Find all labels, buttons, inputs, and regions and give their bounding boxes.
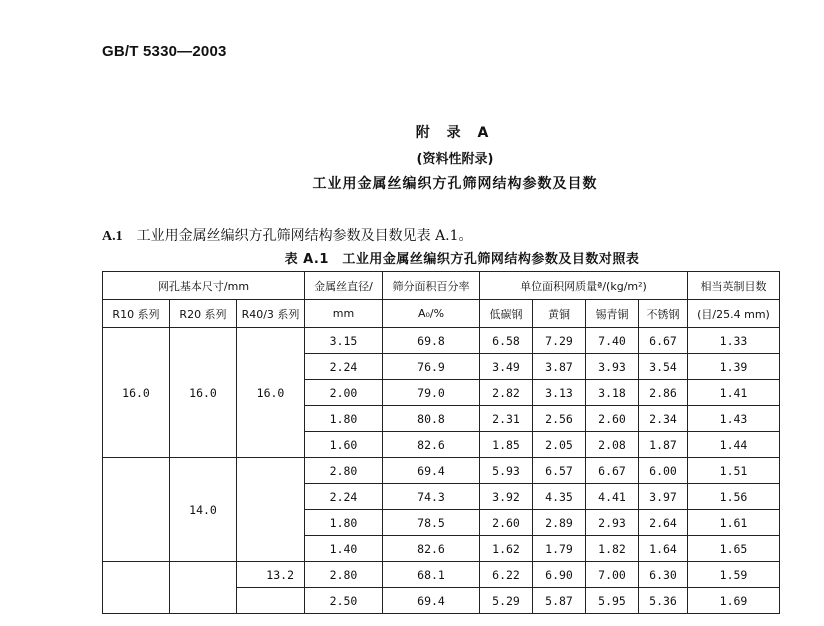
cell-mesh-count: 1.56 — [688, 484, 780, 510]
cell-stainless-steel: 5.36 — [639, 588, 688, 614]
cell-r10 — [103, 458, 170, 562]
cell-brass: 6.57 — [533, 458, 586, 484]
cell-brass: 3.87 — [533, 354, 586, 380]
paragraph-a1 — [102, 225, 473, 245]
cell-mesh-count: 1.51 — [688, 458, 780, 484]
cell-low-carbon-steel: 5.29 — [480, 588, 533, 614]
header-open-area: 筛分面积百分率 — [383, 272, 480, 300]
header-wire-diameter: 金属丝直径/ — [305, 272, 383, 300]
cell-wire-diameter: 1.80 — [305, 510, 383, 536]
appendix-title: 附 录 A — [415, 125, 495, 141]
cell-brass: 2.05 — [533, 432, 586, 458]
cell-mesh-count: 1.44 — [688, 432, 780, 458]
cell-open-area: 79.0 — [383, 380, 480, 406]
cell-low-carbon-steel: 2.82 — [480, 380, 533, 406]
cell-stainless-steel: 6.30 — [639, 562, 688, 588]
cell-brass: 4.35 — [533, 484, 586, 510]
cell-r40 — [237, 458, 305, 562]
header-mesh-count-unit: (目/25.4 mm) — [688, 300, 780, 328]
cell-mesh-count: 1.65 — [688, 536, 780, 562]
cell-open-area: 76.9 — [383, 354, 480, 380]
table-row — [103, 562, 780, 588]
cell-mesh-count: 1.33 — [688, 328, 780, 354]
cell-mesh-count: 1.41 — [688, 380, 780, 406]
cell-low-carbon-steel: 5.93 — [480, 458, 533, 484]
cell-wire-diameter: 1.40 — [305, 536, 383, 562]
header-r20: R20 系列 — [170, 300, 237, 328]
cell-wire-diameter: 2.50 — [305, 588, 383, 614]
cell-r20: 16.0 — [170, 328, 237, 458]
cell-low-carbon-steel: 3.49 — [480, 354, 533, 380]
cell-open-area: 68.1 — [383, 562, 480, 588]
cell-open-area: 78.5 — [383, 510, 480, 536]
cell-brass: 3.13 — [533, 380, 586, 406]
cell-mesh-count: 1.69 — [688, 588, 780, 614]
cell-wire-diameter: 2.00 — [305, 380, 383, 406]
cell-brass: 6.90 — [533, 562, 586, 588]
cell-r20: 14.0 — [170, 458, 237, 562]
cell-wire-diameter: 1.80 — [305, 406, 383, 432]
cell-open-area: 80.8 — [383, 406, 480, 432]
cell-tin-bronze: 1.82 — [586, 536, 639, 562]
cell-wire-diameter: 3.15 — [305, 328, 383, 354]
cell-stainless-steel: 2.64 — [639, 510, 688, 536]
cell-tin-bronze: 2.60 — [586, 406, 639, 432]
cell-r40 — [237, 588, 305, 614]
cell-stainless-steel: 6.00 — [639, 458, 688, 484]
appendix-subtitle: (资料性附录) — [416, 152, 494, 167]
paragraph-number: A.1 — [102, 229, 123, 244]
cell-stainless-steel: 1.64 — [639, 536, 688, 562]
cell-tin-bronze: 7.40 — [586, 328, 639, 354]
cell-low-carbon-steel: 2.60 — [480, 510, 533, 536]
cell-open-area: 74.3 — [383, 484, 480, 510]
cell-wire-diameter: 2.24 — [305, 484, 383, 510]
cell-wire-diameter: 2.80 — [305, 458, 383, 484]
cell-stainless-steel: 3.54 — [639, 354, 688, 380]
header-r10: R10 系列 — [103, 300, 170, 328]
cell-brass: 7.29 — [533, 328, 586, 354]
header-wire-diameter-unit: mm — [305, 300, 383, 328]
cell-tin-bronze: 3.18 — [586, 380, 639, 406]
cell-mesh-count: 1.39 — [688, 354, 780, 380]
cell-r20 — [170, 562, 237, 614]
paragraph-text: 工业用金属丝编织方孔筛网结构参数及目数见表 A.1。 — [136, 228, 473, 244]
cell-r10: 16.0 — [103, 328, 170, 458]
header-mesh-count: 相当英制目数 — [688, 272, 780, 300]
cell-mesh-count: 1.43 — [688, 406, 780, 432]
cell-tin-bronze: 2.08 — [586, 432, 639, 458]
header-brass: 黄铜 — [533, 300, 586, 328]
cell-stainless-steel: 2.86 — [639, 380, 688, 406]
cell-stainless-steel: 2.34 — [639, 406, 688, 432]
standard-code: GB/T 5330—2003 — [102, 43, 227, 60]
cell-stainless-steel: 6.67 — [639, 328, 688, 354]
header-low-carbon-steel: 低碳钢 — [480, 300, 533, 328]
cell-brass: 1.79 — [533, 536, 586, 562]
table-row — [103, 328, 780, 354]
cell-r40: 16.0 — [237, 328, 305, 458]
cell-open-area: 69.4 — [383, 588, 480, 614]
cell-wire-diameter: 2.24 — [305, 354, 383, 380]
cell-brass: 5.87 — [533, 588, 586, 614]
cell-tin-bronze: 4.41 — [586, 484, 639, 510]
appendix-heading: 工业用金属丝编织方孔筛网结构参数及目数 — [312, 176, 598, 192]
cell-low-carbon-steel: 1.85 — [480, 432, 533, 458]
cell-brass: 2.89 — [533, 510, 586, 536]
table-caption: 表 A.1 工业用金属丝编织方孔筛网结构参数及目数对照表 — [284, 252, 640, 267]
cell-stainless-steel: 1.87 — [639, 432, 688, 458]
cell-low-carbon-steel: 6.58 — [480, 328, 533, 354]
cell-tin-bronze: 5.95 — [586, 588, 639, 614]
cell-open-area: 82.6 — [383, 432, 480, 458]
table-row — [103, 458, 780, 484]
cell-low-carbon-steel: 3.92 — [480, 484, 533, 510]
header-tin-bronze: 锡青铜 — [586, 300, 639, 328]
header-mass-per-area: 单位面积网质量ª/(kg/m²) — [480, 272, 688, 300]
cell-mesh-count: 1.61 — [688, 510, 780, 536]
cell-wire-diameter: 1.60 — [305, 432, 383, 458]
cell-brass: 2.56 — [533, 406, 586, 432]
header-open-area-unit: A₀/% — [383, 300, 480, 328]
cell-wire-diameter: 2.80 — [305, 562, 383, 588]
cell-open-area: 69.8 — [383, 328, 480, 354]
cell-tin-bronze: 6.67 — [586, 458, 639, 484]
cell-tin-bronze: 2.93 — [586, 510, 639, 536]
cell-low-carbon-steel: 1.62 — [480, 536, 533, 562]
cell-r40: 13.2 — [237, 562, 305, 588]
cell-open-area: 82.6 — [383, 536, 480, 562]
cell-low-carbon-steel: 6.22 — [480, 562, 533, 588]
cell-tin-bronze: 3.93 — [586, 354, 639, 380]
cell-stainless-steel: 3.97 — [639, 484, 688, 510]
cell-r10 — [103, 562, 170, 614]
cell-low-carbon-steel: 2.31 — [480, 406, 533, 432]
cell-tin-bronze: 7.00 — [586, 562, 639, 588]
header-r40: R40/3 系列 — [237, 300, 305, 328]
table-body — [103, 328, 780, 614]
cell-open-area: 69.4 — [383, 458, 480, 484]
header-nominal-aperture: 网孔基本尺寸/mm — [103, 272, 305, 300]
cell-mesh-count: 1.59 — [688, 562, 780, 588]
mesh-parameter-table — [102, 271, 780, 614]
header-stainless-steel: 不锈钢 — [639, 300, 688, 328]
